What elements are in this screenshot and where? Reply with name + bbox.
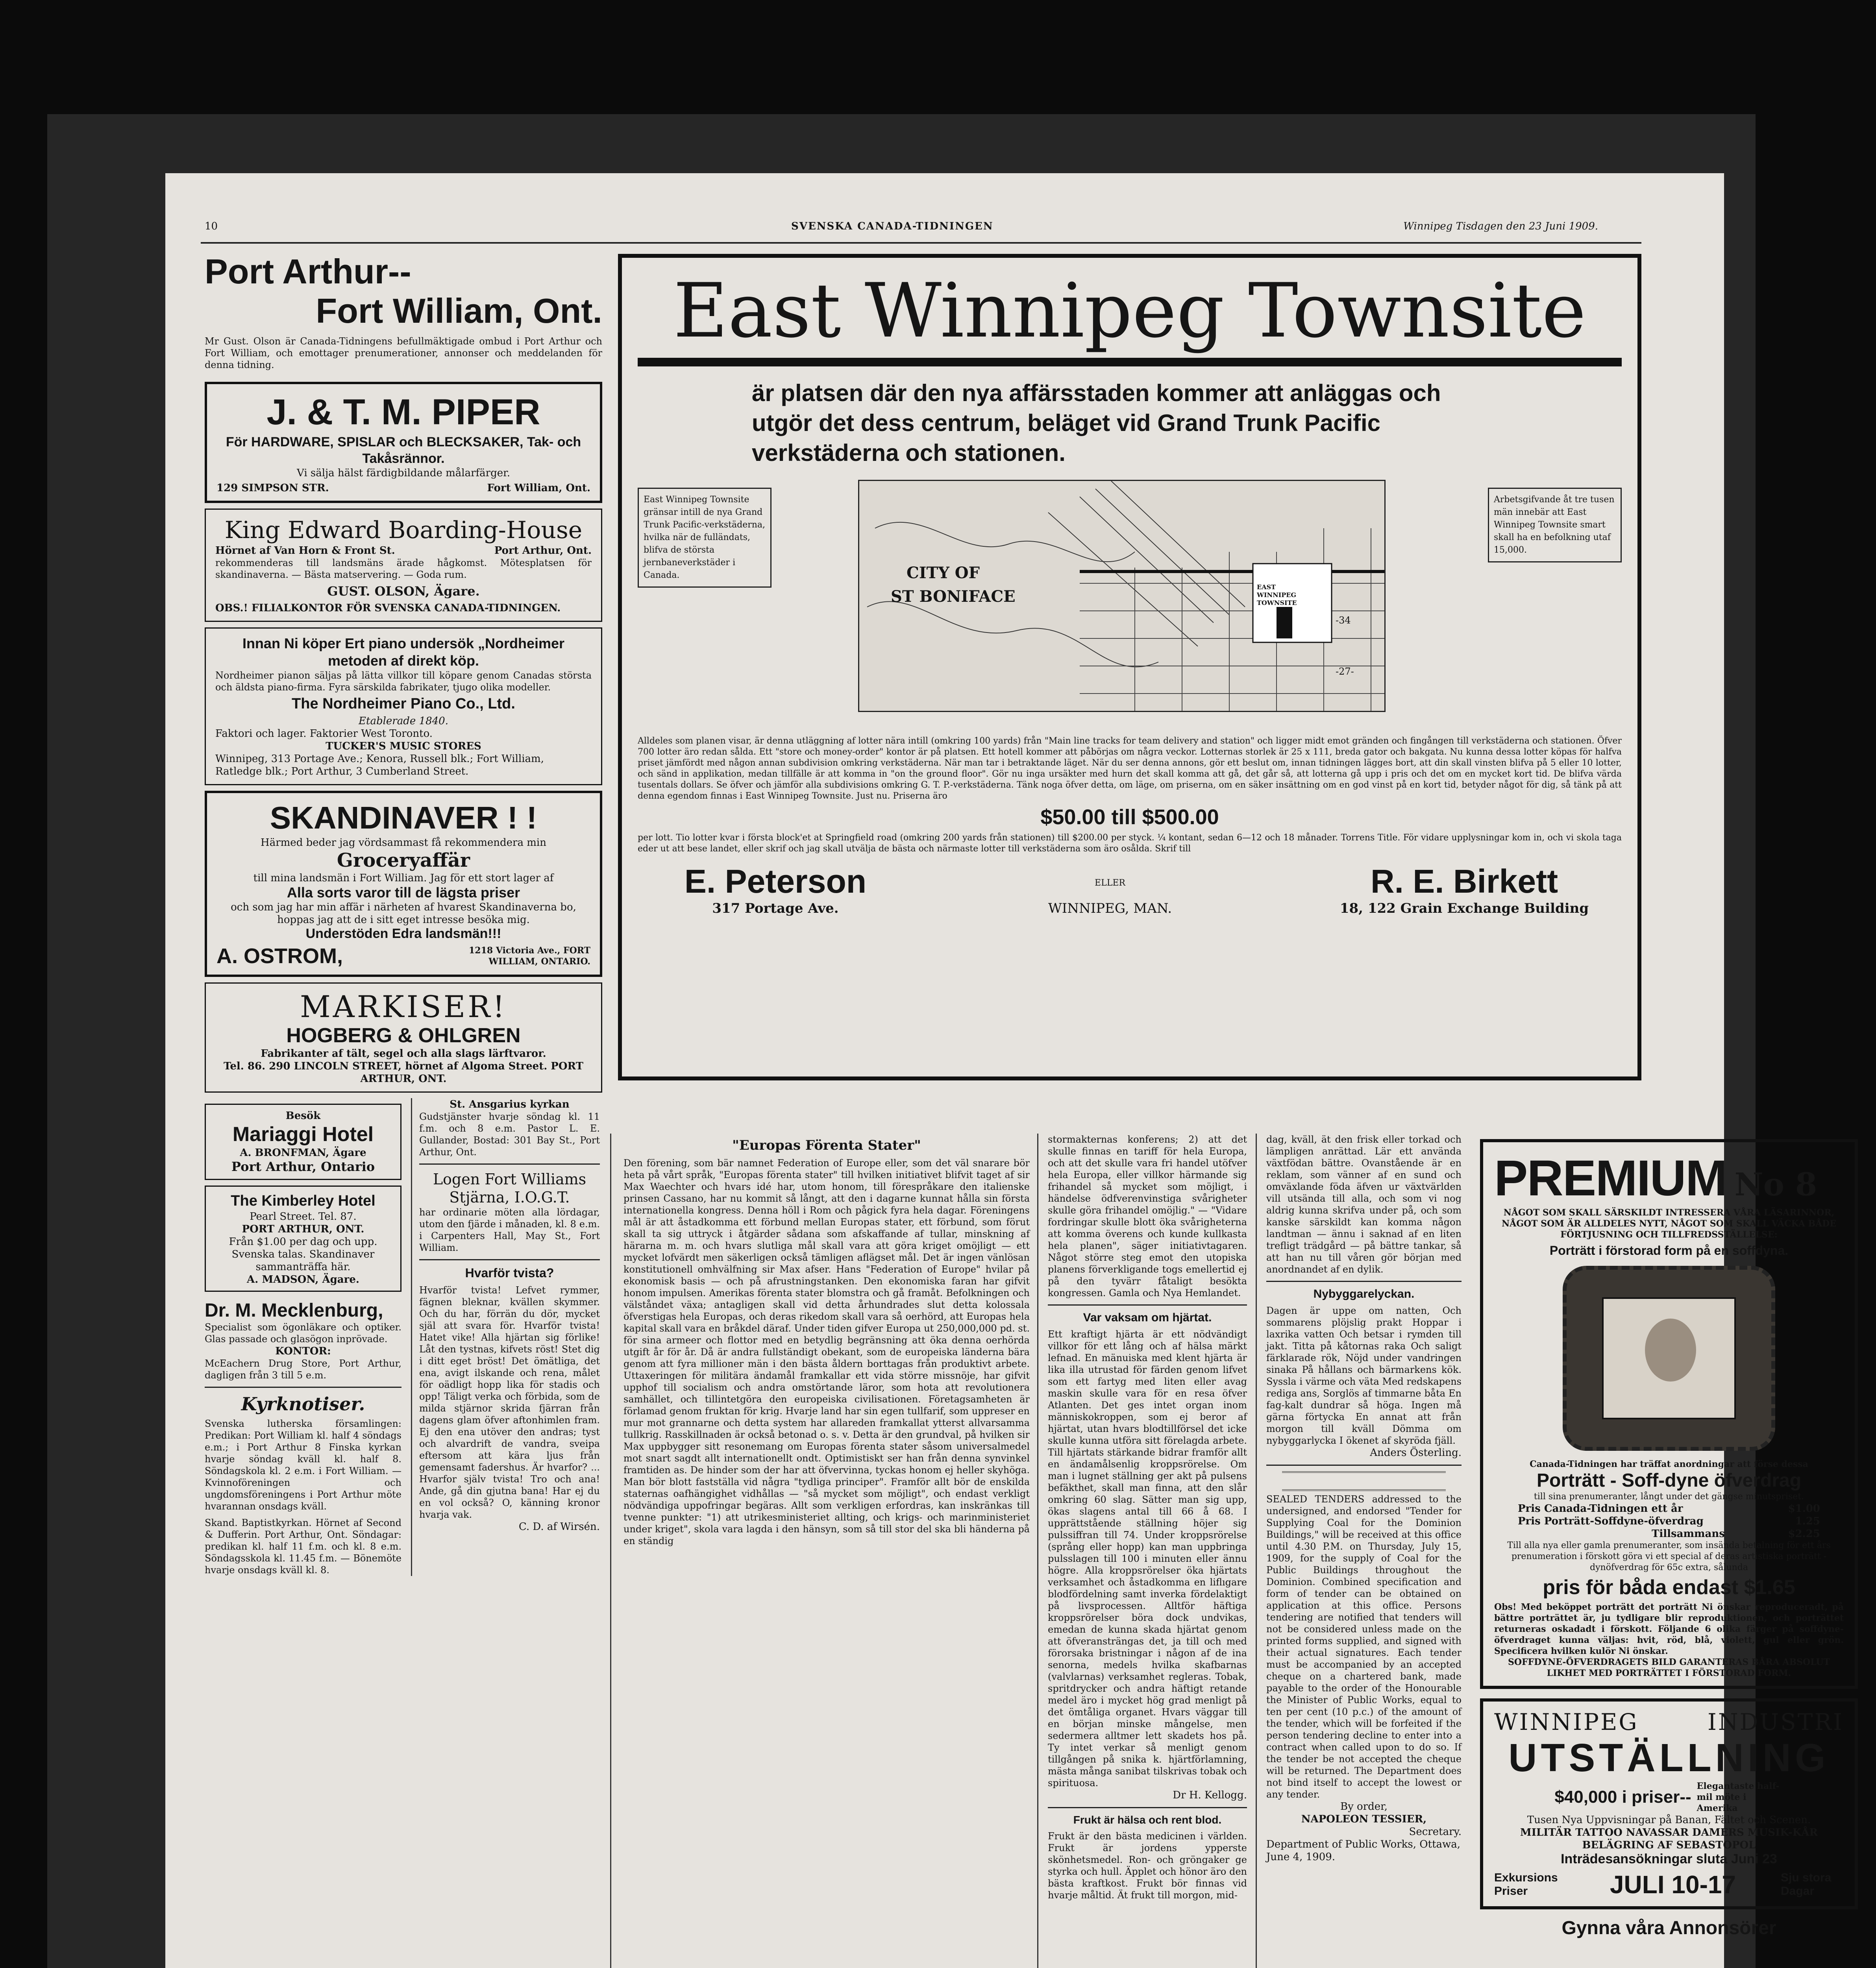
east-left-note: East Winnipeg Townsite gränsar intill de nya Grand Trunk Pacific-verkstäderna, hvilka när de fulländats, blifva de största jernbaneverkstäder i Canada. [638, 488, 771, 588]
hjarta-text: Ett kraftigt hjärta är ett nödvändigt villkor för ett lång och af hälsa märkt lefnad. En mänuiska med klent hjärta är lika illa utrustad för färden genom lifvet som ett fartyg med liten eller avag maskin skulle vara för en resa öfver Atlanten. Det ges intet organ inom människokroppen, som ej beror af hjärtat, utan hvars blodtillförsel det icke skulle kunna utföra sitt förelagda arbete. Till hjärtats stärkande bidrar framför allt en ändamålsenlig kroppsrörelse. Om man i lugnet ställning ger akt på pulsens befäkthet, skall man finna, att den slår omkring 60 slag. Sätter man sig upp, ökas slagens antal till 66 å 68. I upprättstående ställning höjer sig pulssiffran till 74. Under kroppsrörelse (språng eller hopp) kan man uppbringa pulsslagen till 100 i minuten eller ännu högre. Alla kroppsrörelser öka hjärtats verksamhet och åstadkomma en liflıgare blodfördelning samt inverka fördelaktigt på livsprocessen. Alltför häftiga kroppsrörelser böra dock undvikas, emedan de kunna skada hjärtat genom att öfveransträngas det, ja till och med förorsaka bristningar i någon af de ina senorna, medels hvilka skafbarnas (valvlarnas) verksamhet regleras. Tobak, spritdrycker och andra häftigt retande medel äro i mycket hög grad menligt på det ömtåliga organet. Hvars väggar till en början minske mångelse, men sedermera alltmer lett skadets hos på. Ty intet verkar så menligt genom tillgången på snika k. hjärtförlamning, mästa många sanibat tilskrivas tobak och spirituosa. [1048, 1329, 1247, 1789]
column-europa [618, 1134, 1035, 1968]
sealed-text: SEALED TENDERS addressed to the undersigned, and endorsed "Tender for Supplying Coal for the Dominion Buildings," will be received at this office until 4.30 P.M. on Thursday, July 15, 1909, for the supply of Coal for the Public Buildings throughout the Dominion. Combined specification and form of tender can be obtained on application at this office. Persons tendering are notified that tenders will not be considered unless made on the printed forms supplied, and signed with their actual signatures. Each tender must be accompanied by an accepted cheque on a chartered bank, made payable to the order of the Honourable the Minister of Public Works, equal to ten per cent (10 p.c.) of the amount of the tender, which will be forfeited if the person tendering decline to enter into a contract when called upon to do so. If the tender be not accepted the cheque will be returned. The Department does not bind itself to accept the lowest or any tender. [1266, 1494, 1462, 1800]
price-label-2: Pris Porträtt-Soffdyne-öfverdrag [1518, 1515, 1704, 1527]
skand-l1: Härmed beder jag vördsammast få rekommendera min [261, 837, 546, 849]
agent1-addr: 317 Portage Ave. [712, 901, 839, 916]
east-city: WINNIPEG, MAN. [1048, 901, 1172, 916]
map-townsite-label: EAST WINNIPEG TOWNSITE [1257, 583, 1297, 607]
agent2-name: R. E. Birkett [1370, 863, 1558, 900]
europa-title: "Europas Förenta Stater" [732, 1138, 921, 1153]
mark-firm: HOGBERG & OHLGREN [286, 1024, 521, 1047]
piper-city: Fort William, Ont. [487, 482, 590, 494]
hvarfor-sign: C. D. af Wirsén. [518, 1521, 600, 1533]
cushion-portrait [1563, 1266, 1775, 1451]
hvarfor-text: Hvarför tvista! Lefvet rymmer, fägnen bleknar, kvällen skymmer. Och du har, förrän du dör, mycket själ att svara för. Hvarför tvista! Hatet vike! Alla hjärtan sig förlike! Låt den tystnas, kifvets röst! Stet dig i ditt eget bröst! Det ömätliga, det ena, avigt ilskande och rena, målet för oädligt hopp lika för stadis och opp! Täligt verka och förbida, som de milda stjärnor skrida fjärran från dagens glam öfver aftonhimlen fram. Ej den ena utöver den andras; tyst och alvardrift de vandra, sveipa eftersom att kära ljus från gemensamt fadershus. Är hvarfor? ... Hvarfor själv tvista! Tro och ana! Ande, gå din gjutna bana! Har ej du en vol också? O, känning kronor hvarja vak. [419, 1285, 600, 1520]
kimberley-city: PORT ARTHUR, ONT. [242, 1223, 364, 1235]
premium-word: PREMIUM [1494, 1150, 1727, 1206]
column-rule [1037, 1134, 1038, 1968]
meck-addr: McEachern Drug Store, Port Arthur, dagligen från 3 till 5 e.m. [205, 1358, 401, 1381]
piano-est: Etablerade 1840. [359, 715, 448, 727]
east-or: ELLER [1095, 878, 1125, 888]
agent2-addr: 18, 122 Grain Exchange Building [1339, 901, 1589, 916]
skand-title: SKANDINAVER ! ! [270, 800, 537, 835]
piper-name: J. & T. M. PIPER [266, 392, 540, 432]
nordheimer-ad [205, 627, 602, 785]
stater-cont: stormakternas konferens; 2) att det skulle finnas en tariff för hela Europa, och att det skulle vara fri handel utöfver hela Europa, eller villkor härmande sig frihandel så mycket som möjligt, i händelse ödfverenvinstiga svårigheter skulle göra frihandel omöjlig." — "Vidare fordringar skulle blott öka svårigheterna att komma överens och kunde kullkasta hela planen", säger initiativtagaren. Något större steg emot den utopiska planens förverkligande togs emellertid ej på den tyvärr fåtaligt besökta kongressen. Gamla och Nya Hemlandet. [1048, 1134, 1247, 1298]
mecklenburg-ad [205, 1300, 401, 1381]
column-rule [1256, 1134, 1257, 1968]
church-notice [419, 1098, 600, 1158]
premium-offer: Porträtt - Soff-dyne öfverdrag [1536, 1470, 1802, 1491]
port-text: Mr Gust. Olson är Canada-Tidningens befullmäktigade ombud i Port Arthur och Fort William, och emottager prenumerationer, annonser och meddelanden för denna tidning. [205, 336, 602, 370]
lodge-text: har ordinarie möten alla lördagar, utom den fjärde i månaden, kl. 8 e.m. i Carpenters Hall, May St., Fort William. [419, 1207, 600, 1253]
sealed-dept: Department of Public Works, Ottawa, June 4, 1909. [1266, 1839, 1461, 1863]
piano-text: Nordheimer pianon säljas på lätta villkor till köpare genom Canadas största och äldsta piano-firma. Fyra särskilda fabrikater, tjugo olika modeller. [215, 670, 592, 693]
skand-l3: till mina landsmän i Fort William. Jag för ett stort lager af [253, 872, 554, 884]
skandinaver-ad [205, 791, 602, 977]
kimberley-name: The Kimberley Hotel [231, 1193, 376, 1209]
king-title: King Edward Boarding-House [224, 516, 583, 544]
expo-ad [1480, 1698, 1858, 1909]
meck-text: Specialist som ögonläkare och optiker. Glas passade och glasögon inprövade. [205, 1322, 401, 1345]
kimberley-ad [205, 1186, 401, 1292]
meck-name: Dr. M. Mecklenburg, [205, 1300, 383, 1321]
skand-l6: Understöden Edra landsmän!!! [305, 926, 501, 941]
expo-dates: JULI 10-17 [1610, 1870, 1736, 1899]
sealed-sec: Secretary. [1409, 1826, 1462, 1838]
townsite-map [858, 480, 1386, 712]
mariaggi-owner: A. BRONFMAN, Ägare [240, 1147, 366, 1159]
kyrk-title: Kyrknotiser. [241, 1393, 365, 1415]
price-row-2 [1494, 1515, 1844, 1528]
child-face [1645, 1319, 1696, 1382]
footer-slogan: Gynna våra Annonsörer [1561, 1918, 1776, 1938]
markiser-ad [205, 982, 602, 1093]
king-owner: GUST. OLSON, Ägare. [327, 584, 480, 599]
expo-l1b: INDUSTRI [1707, 1709, 1844, 1735]
piano-stores: TUCKER'S MUSIC STORES [326, 740, 481, 752]
newspaper-page [165, 173, 1844, 1968]
newspaper-name: SVENSKA CANADA-TIDNINGEN [791, 220, 994, 232]
premium-guarantee: SOFFDYNE-ÖFVERDRAGETS BILD GARANTERAS BÅRA ABSOLUT LIKHET MED PORTRÄTTET I FÖRSTORAD FORM. [1508, 1657, 1830, 1678]
king-obs: OBS.! FILIALKONTOR FÖR SVENSKA CANADA-TIDNINGEN. [215, 602, 561, 614]
east-body2: per lott. Tio lotter kvar i första block'et at Springfield road (omkring 200 yards från stationen) till $200.00 per styck. ¼ kontant, sedan 6—12 och 18 månader. Torrens Title. För vidare upplysningar kom in, och vi skola taga eder ut att bese landet, eller skrif och jag skall utvälja de bästa och närmaste lotter till verkstäderna som äro osålda. Skrif till [638, 833, 1622, 854]
kimberley-owner: A. MADSON, Ägare. [247, 1274, 359, 1285]
premium-offer-sub: till sina prenumeranter, långt under det gängse minutspriset. [1534, 1492, 1804, 1502]
nyby-text: Dagen är uppe om natten, Och sommarens plöjslig prakt Hoppar i laxrika vatten Och betsar i rymden till jakt. Titta på kåtornas raka Och saligt färklarade rök, Nöjd under vandringen sinaka På hållans och bärmarkens kök. Syssla i värme och väta Med redskapens rediga ans, Sorglös af timmarne båta En fag-kalt dundrar så höga. Ingen må gärna förtycka En annat att från morgon till kväll Dömma om nybyggarlycka I ökenet af skyröda fjäll. [1266, 1305, 1462, 1446]
hjarta-title: Var vaksam om hjärtat. [1083, 1311, 1212, 1324]
port-title-2: Fort William, Ont. [316, 291, 602, 330]
premium-no: No 8 [1734, 1166, 1817, 1203]
premium-obs: Obs! Med beköppet porträtt det porträtt Ni önskar reproduceradt, på bättre porträttet är, ju tydligare blir reproduktionen, och porträttet returneras oskadadt i förskott. Följande 6 olika färger på soffdyne-öfverdraget kunna väljas: hvit, röd, blå, violett, gul eller grön. Specificera hvilken kulör Ni önskar. [1494, 1602, 1844, 1656]
kyrknotiser [205, 1393, 401, 1576]
expo-l1a: WINNIPEG [1494, 1709, 1639, 1735]
east-body1: Alldeles som planen visar, är denna utläggning af lotter nära intill (omkring 100 yards) från "Main line tracks for team delivery and station" och ligger midt emot gränden och fingången till verkstäderna och stationen. Öfver 700 lotter äro redan sålda. Ett "store och money-order" kontor är på platsen. Ett hotell kommer att påbörjas om några veckor. Lotternas storlek är 25 x 111, breda gator och bakgata. Nu kunna dessa lotter köpas för halfva priset jämfördt med någon annan subdivision omkring verkstäderna. När man tar i betraktande läget. När du ser denna annons, gör ett beslut om, innan tidningen lägges bort, att din skall vinsten blifva på 5 eller 10 lotter, och sänd in applikation, medan tillfälle är att komma in "on the ground floor". Gör nu inga ursäkter med hurn det skall komma att gå, det går så, att lotterna gå upp i pris och det om en mycket kort tid. De blifva värda tusentals dollars. Se öfver och jämför alla subdivisions omkring G. T. P.-verkstäderna. Tänk noga öfver detta, om läge, om priserna, om en säker insättning om en god vinst på en kort tid, betyder något för dig, så tänk på att denna egendom finnas i East Winnipeg Townsite. Just nu. Priserna äro [638, 736, 1622, 801]
mariaggi-city: Port Arthur, Ontario [231, 1159, 375, 1174]
mariaggi-pre: Besök [285, 1110, 321, 1122]
expo-l2: UTSTÄLLNING [1508, 1736, 1830, 1780]
map-n34: -34 [1336, 615, 1351, 626]
premium-intro: NÅGOT SOM SKALL SÄRSKILDT INTRESSERA VÅRA LÄSARINNOR, NÅGOT SOM ÄR ALLDELES NYTT, NÅGOT SOM SKALL VÄCKA BÅDE FÖRTJUSNING OCH TILLFREDSSTÄLLELSE: [1502, 1208, 1836, 1240]
map-n27: -27- [1336, 666, 1354, 677]
piano-firm: The Nordheimer Piano Co., Ltd. [292, 695, 515, 712]
king-city: Port Arthur, Ont. [494, 545, 592, 557]
church-title: St. Ansgarius kyrkan [450, 1099, 570, 1110]
lodge-notice [419, 1170, 600, 1254]
sealed-name: NAPOLEON TESSIER, [1301, 1813, 1427, 1825]
skand-l5: och som jag har min affär i närheten af hvarest Skandinaverna bo, hoppas jag att de i sitt eget intresse besöka mig. [231, 901, 576, 926]
col4-text1: dag, kväll, ät den frisk eller torkad och lämpligen anrättad. Lär ett använda växtfödan bättre. Ovanstående är en reklam, som vänner af en sund och omväxlande föda äfven ur växtvärlden vill utsända till alla, och som vi nog aldrig kunna skrifva under på, och som kanske särskildt kan komma någon landtman — ännu i saknad af en liten trefligt trädgård — på bättre tankar, så att han nu till våren gör början med anordnandet af en dylik. [1266, 1134, 1462, 1275]
poem-hvarfor [419, 1266, 600, 1533]
price-value-2: 1.25 [1795, 1515, 1820, 1527]
frukt-text: Frukt är den bästa medicinen i världen. Frukt är jordens ypperste skönhetsmedel. Ron- och gröngaker ge styrka och hull. Äpplet och hönor äro den bästa kraftkost. Frukt bör finnas vid hvarje måltid. Ät frukt till morgon, mid- [1048, 1831, 1247, 1901]
map-city: CITY OF [907, 564, 980, 582]
port-title-1: Port Arthur-- [205, 252, 411, 291]
east-winnipeg-ad [618, 254, 1641, 1080]
expo-l3: Tusen Nya Uppvisningar på Banan, Fältet och Scenen. [1527, 1814, 1811, 1826]
kimberley-text: Från $1.00 per dag och upp. Svenska talas. Skandinaver sammanträffa här. [229, 1236, 377, 1273]
piano-head: Innan Ni köper Ert piano undersök „Nordheimer metoden af direkt köp. [242, 635, 565, 669]
meck-office: KONTOR: [275, 1345, 331, 1357]
ornament [1282, 1471, 1446, 1491]
right-column [1480, 1134, 1858, 1968]
kyrk-text2: Skand. Baptistkyrkan. Hörnet af Second & Dufferin. Port Arthur, Ont. Söndagar: predikan kl. half 11 f.m. och kl. 8 e.m. Söndagsskola kl. 11.45 f.m. — Bönemöte hvarje onsdags kväll kl. 8. [205, 1517, 401, 1576]
issue-date: Winnipeg Tisdagen den 23 Juni 1909. [1403, 220, 1598, 232]
nyby-title: Nybyggarelyckan. [1313, 1287, 1415, 1300]
agent1-name: E. Peterson [684, 863, 867, 900]
lodge-title: Logen Fort Williams Stjärna, I.O.G.T. [433, 1171, 586, 1206]
piper-ad [205, 382, 602, 503]
left-column [205, 252, 602, 1968]
east-price: $50.00 till $500.00 [1040, 805, 1219, 829]
premium-text2: Till alla nya eller gamla prenumeranter, som insända betalning för ett års prenumeration i förskott göra vi ett special af deras artistiska porträtt - dynöfverdrag för 65c extra, sålunda [1507, 1541, 1831, 1572]
price-row-1 [1494, 1502, 1844, 1515]
total-label: Tillsammans [1652, 1528, 1725, 1540]
page-number: 10 [205, 220, 218, 232]
skand-name: A. OSTROM, [216, 944, 343, 968]
king-edward-ad [205, 509, 602, 622]
frukt-title: Frukt är hälsa och rent blod. [1073, 1814, 1222, 1826]
column-rule [610, 1134, 611, 1968]
column-nyby [1262, 1134, 1466, 1968]
port-arthur-notice [205, 252, 602, 371]
premium-caption: Canada-Tidningen har träffat anordningar att förse dessa [1530, 1459, 1808, 1469]
premium-price: pris för båda endast $1.65 [1543, 1576, 1795, 1599]
skand-l4: Alla sorts varor till de lägsta priser [287, 884, 520, 901]
hjarta-sign: Dr H. Kellogg. [1173, 1789, 1247, 1801]
premium-ad [1480, 1139, 1858, 1689]
mariaggi-ad [205, 1104, 401, 1180]
skand-l2: Groceryaffär [337, 849, 470, 871]
expo-l4: MILITÄR TATTOO NAVASSAR DAMERS MUSIK-KÅR BELÄGRING AF SEBASTOPOL [1520, 1827, 1818, 1851]
header-rule [201, 242, 1641, 244]
expo-right: Sju stora Dagar [1781, 1871, 1832, 1898]
king-text: rekommenderas till landsmäns ärade hågkomst. Mötesplatsen för skandinaverna. — Bästa matservering. — Goda rum. [215, 557, 592, 580]
piper-addr: 129 SIMPSON STR. [216, 482, 329, 494]
mark-title: MARKISER! [300, 989, 507, 1024]
column-hjarta [1043, 1134, 1252, 1968]
page-header [165, 220, 1724, 240]
piper-line1: För HARDWARE, SPISLAR och BLECKSAKER, Tak- och Takåsrännor. [226, 435, 581, 466]
sealed-by: By order, [1340, 1801, 1388, 1813]
hvarfor-title: Hvarför tvista? [465, 1266, 554, 1280]
premium-sub: Porträtt i förstorad form på en soffdyna. [1549, 1243, 1789, 1258]
price-total-row [1494, 1528, 1844, 1540]
east-right-note: Arbetsgifvande åt tre tusen män innebär att East Winnipeg Townsite smart skall ha en befolkning utaf 15,000. [1488, 488, 1622, 562]
expo-left: Exkursions Priser [1494, 1871, 1558, 1898]
east-lead: är platsen där den nya affärsstaden kommer att anläggas och utgör det dess centrum, beläget vid Grand Trunk Pacific verkstäderna och stationen. [752, 380, 1441, 466]
mark-addr: Tel. 86. 290 LINCOLN STREET, hörnet af Algoma Street. PORT ARTHUR, ONT. [224, 1060, 583, 1085]
price-label-1: Pris Canada-Tidningen ett år [1518, 1503, 1683, 1515]
mariaggi-name: Mariaggi Hotel [232, 1123, 374, 1146]
price-value-1: $1.00 [1788, 1503, 1820, 1515]
skand-addr: 1218 Victoria Ave., FORT WILLIAM, ONTARIO. [468, 945, 590, 967]
map-boniface: ST BONIFACE [891, 587, 1016, 606]
kimberley-street: Pearl Street. Tel. 87. [250, 1211, 357, 1223]
expo-l5: Inträdesansökningar sluta Juni 23 [1561, 1851, 1777, 1866]
expo-prize: $40,000 i priser-- [1554, 1787, 1691, 1807]
kyrk-text1: Svenska lutherska församlingen: Predikan: Port William kl. half 4 söndags e.m.; i Port Arthur 8 Finska kyrkan hvarje söndag kväll kl. half 8. Söndagskola kl. 2 e.m. i Fort William. — Kvinnoföreningen och ungdomsföreningens i Port Arthur möte hvarannan onsdags kväll. [205, 1418, 401, 1512]
nyby-sign: Anders Österling. [1370, 1447, 1462, 1459]
king-corner: Hörnet af Van Horn & Front St. [215, 545, 395, 557]
europa-text: Den förening, som bär namnet Federation of Europe eller, som det väl snarare bör heta på vårt språk, "Europas förenta stater" till hvilken initiativet blifvit taget af sir Max Waechter och hvars idé har, utom honom, till förespråkare den italienske prinsen Cassano, har nu kommit så långt, att den i dagarne kunnat hålla sin första internationella kongress. Denna höll i Rom och pågick fyra hela dagar. Föreningens mål är att åstadkomma ett förbund mellan Europas stater, ett förbund, som förut skall ta sig uttryck i åtgärder sådana som afskaffande af tullar, minskning af härarna m. m. och hvars slutliga mål skall vara att göra kriget omöjligt — ett mycket lofvärdt men säkerligen också tämligen aflägset mål. Det är ingen vänlösan konstitutionell omhvälfning sir Max afser. Hans "Federation of Europe" hvilar på ekonomisk basis — och på afrustningstanken. Den ekonomiska faran har gifvit honom impulsen. Amerikas förenta stater blomstra och gå framåt. Befolkningen och välståndet växa; antagligen skall vid detta århundrades slut detta kolossala öfverstigas hela Europas, och deras rikedom skall vara så oerhörd, att Europas hela kapital skall vara en bråkdel däraf. Under tiden gifver Europa ut 250,000,000 pd. st. för sina armeer och flottor med en betydlig begränsning att öka denna oerhörda utgift år för år. Då är andra fullständigt obekant, som de europeiska länderna bära genom att fyra millioner män i den bästa åldern borttagas från produktivt arbete. Uttaxeringen för militära ändamål framkallar ett vida större missnöje, har gifvit upphof till socialism och andra omstörtande läror, som hota att revolutionera samhället, och tillintetgöra den europeiska civilisationen. Företagsamheten är förlamad genom fruktan för krig. Hvarje land har sin egen tullfarif, som uppreser en mur mot grannarne och detta system har allareden framkallat ytterst allvarsamma tullkrig. Rasskillnaden är också betonad o. s. v. Detta är den grundval, på hvilken sir Max uppbygger sitt resonemang om Europas förenta stater såsom universalmedel mot snart sagdt allt internationellt ondt. Optimistiskt ser han från denna synvinkel framtiden as. De hinder som der har att öfvervinna, tyckas honom ej heller skyhöga. Man bör blott fastställa vid några "tydliga principer". Framför allt bör de enskilda staternas oafhängighet vidhållas — "så mycket som möjligt", och endast verkligt nödvändiga uppofringar begäras. Allt som verkligen erfordras, kan inskränkas till tvenne punkter: "1) att utrikesministeriet allting, och krigs- och marinministeriet under kriget", skola vara lagda i den hänsyn, som så till stor del ska bli händerna på en ständig [623, 1158, 1030, 1546]
total-value: $2.25 [1788, 1528, 1820, 1540]
piano-addr: Winnipeg, 313 Portage Ave.; Kenora, Russell blk.; Fort William, Ratledge blk.; Port Arthur, 3 Cumberland Street. [215, 753, 544, 777]
east-title: East Winnipeg Townsite [673, 267, 1586, 354]
mark-text: Fabrikanter af tält, segel och alla slags lärftvaror. [261, 1048, 546, 1060]
church-text: Gudstjänster hvarje söndag kl. 11 f.m. och 8 e.m. Pastor L. E. Gullander, Bostad: 301 Bay St., Port Arthur, Ont. [419, 1111, 600, 1158]
piano-factory: Faktori och lager. Faktorier West Toronto. [215, 728, 433, 740]
expo-prize-note: Elegantaste half-mil möte i Amerika [1697, 1781, 1780, 1813]
piper-line2: Vi sälja hälst färdigbildande målarfärger. [297, 467, 510, 479]
